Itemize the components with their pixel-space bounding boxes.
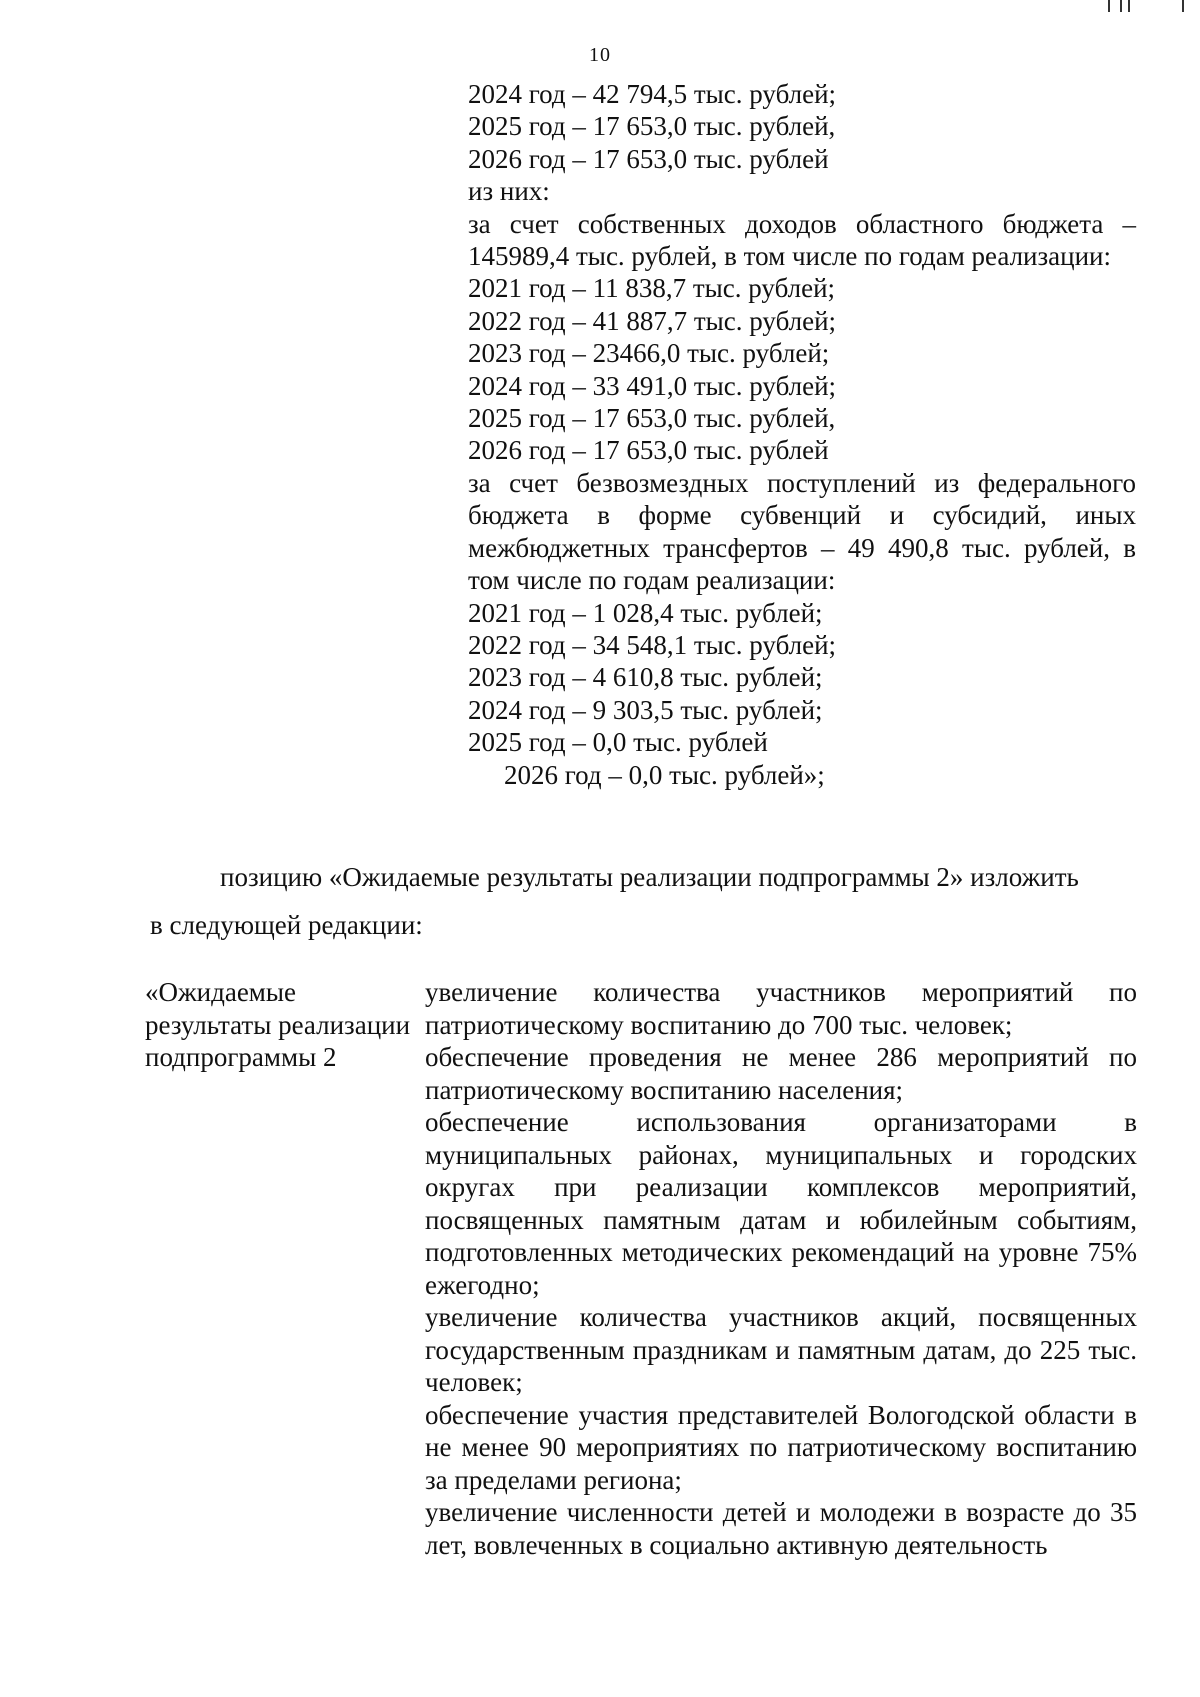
- result-item: обеспечение проведения не менее 286 мероприятий по патриотическому воспитанию населения;: [425, 1042, 1137, 1105]
- own-year-line: 2022 год – 41 887,7 тыс. рублей;: [468, 305, 837, 336]
- funding-block: [468, 78, 1136, 791]
- federal-year-line: 2021 год – 1 028,4 тыс. рублей;: [468, 597, 823, 628]
- result-item: обеспечение использования организаторами в муниципальных районах, муниципальных и городских округах при реализации комплексов мероприятий, посвященных памятным датам и юбилейным событиям, подготовленных методических рекомендаций на уровне 75% ежегодно;: [425, 1107, 1137, 1300]
- federal-year-line: 2024 год – 9 303,5 тыс. рублей;: [468, 694, 823, 725]
- own-year-line: 2026 год – 17 653,0 тыс. рублей: [468, 435, 829, 466]
- federal-year-line: 2023 год – 4 610,8 тыс. рублей;: [468, 662, 823, 693]
- instruction-line-1: позицию «Ожидаемые результаты реализации подпрограммы 2» изложить: [220, 862, 1079, 892]
- federal-year-line: 2025 год – 0,0 тыс. рублей: [468, 727, 768, 758]
- federal-year-line: 2022 год – 34 548,1 тыс. рублей;: [468, 629, 837, 660]
- instruction-line-2: в следующей редакции:: [150, 910, 423, 940]
- funding-line: 2024 год – 42 794,5 тыс. рублей;: [468, 79, 837, 109]
- scan-edge-marks: [1068, 0, 1188, 14]
- result-item: обеспечение участия представителей Вологодской области в не менее 90 мероприятиях по патриотическому воспитанию за пределами региона;: [425, 1399, 1137, 1495]
- own-year-line: 2024 год – 33 491,0 тыс. рублей;: [468, 370, 837, 401]
- own-income-paragraph: за счет собственных доходов областного бюджета – 145989,4 тыс. рублей, в том числе по годам реализации:: [468, 208, 1136, 272]
- own-year-line: 2021 год – 11 838,7 тыс. рублей;: [468, 273, 836, 304]
- funding-line: 2025 год – 17 653,0 тыс. рублей,: [468, 111, 836, 142]
- funding-line: из них:: [468, 176, 550, 207]
- result-item: увеличение численности детей и молодежи в возрасте до 35 лет, вовлеченных в социально активную деятельность: [425, 1497, 1137, 1560]
- result-item: увеличение количества участников мероприятий по патриотическому воспитанию до 700 тыс. человек;: [425, 977, 1137, 1040]
- page-number: 10: [589, 44, 611, 66]
- federal-year-line-final: 2026 год – 0,0 тыс. рублей»;: [504, 759, 825, 790]
- funding-line: 2026 год – 17 653,0 тыс. рублей: [468, 143, 829, 174]
- own-year-line: 2023 год – 23466,0 тыс. рублей;: [468, 338, 830, 369]
- results-label: «Ожидаемые результаты реализации подпрограммы 2: [145, 977, 411, 1072]
- own-year-line: 2025 год – 17 653,0 тыс. рублей,: [468, 403, 836, 434]
- result-item: увеличение количества участников акций, посвященных государственным праздникам и памятным датам, до 225 тыс. человек;: [425, 1302, 1137, 1397]
- federal-paragraph: за счет безвозмездных поступлений из федерального бюджета в форме субвенций и субсидий, иных межбюджетных трансфертов – 49 490,8 тыс. рублей, в том числе по годам реализации:: [468, 467, 1136, 596]
- results-list: [425, 976, 1137, 1561]
